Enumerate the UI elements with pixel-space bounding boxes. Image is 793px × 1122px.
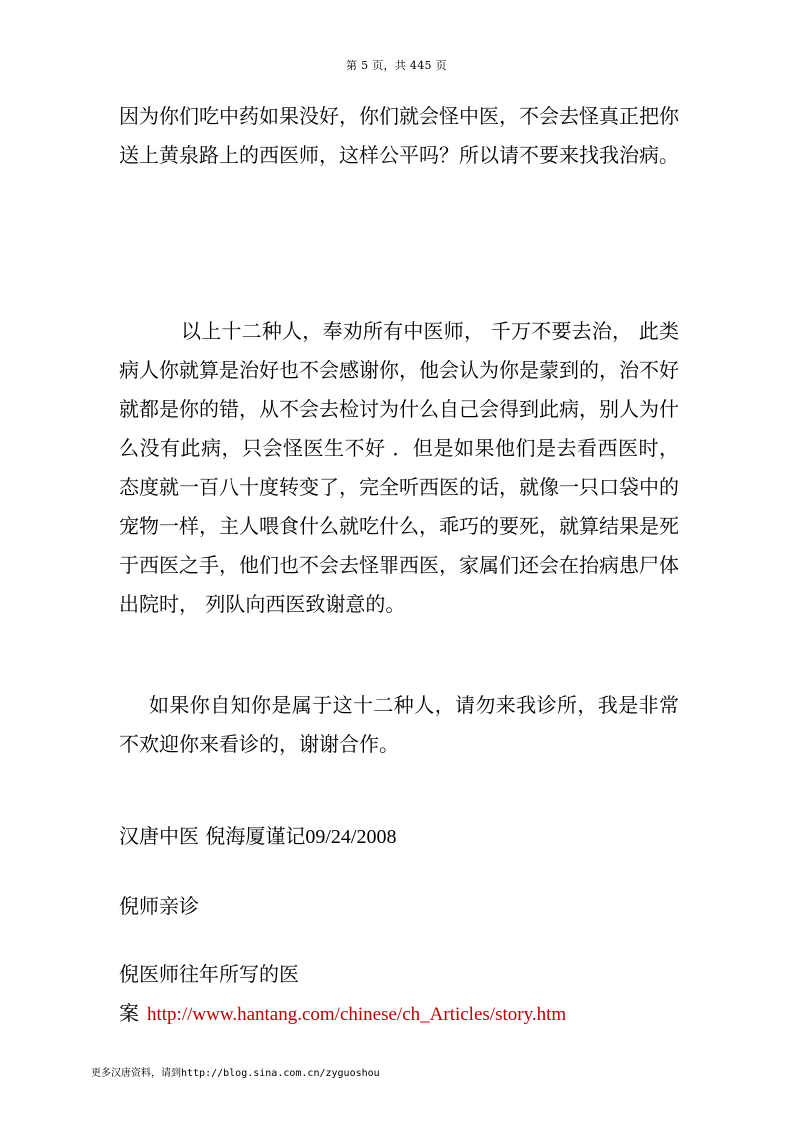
- paragraph-1: 因为你们吃中药如果没好，你们就会怪中医，不会去怪真正把你送上黄泉路上的西医师，这样公平吗？所以请不要来找我治病。: [119, 104, 679, 167]
- page-indicator: 第 5 页，共 445 页: [346, 59, 447, 72]
- cases-link[interactable]: http://www.hantang.com/chinese/ch_Articles/story.htm: [147, 1004, 567, 1025]
- signature-text: 汉唐中医 倪海厦谨记: [119, 824, 306, 848]
- paragraph-3: 如果你自知你是属于这十二种人，请勿来我诊所，我是非常不欢迎你来看诊的，谢谢合作。: [119, 693, 679, 756]
- cases-link-line: [119, 994, 679, 1034]
- signature-date: 09/24/2008: [305, 826, 397, 848]
- footer-note: 更多汉唐资料，请到http://blog.sina.com.cn/zyguoshou: [91, 1068, 380, 1079]
- signature-line: [119, 817, 679, 857]
- consult-line: 倪师亲诊: [119, 894, 199, 918]
- cases-line-continued: 案: [119, 1001, 139, 1025]
- cases-line: 倪医师往年所写的医: [119, 962, 299, 986]
- paragraph-2: 以上十二种人，奉劝所有中医师， 千万不要去治， 此类病人你就算是治好也不会感谢你，他会认为你是蒙到的，治不好就都是你的错，从不会去检讨为什么自己会得到此病，别人为什么没有此病，只会怪医生不好 ．但是如果他们是去看西医时，态度就一百八十度转变了，完全听西医的话，就像一只口袋中的宠物一样，主人喂食什么就吃什么，乖巧的要死，就算结果是死于西医之手，他们也不会去怪罪西医，家属们还会在抬病患尸体出院时， 列队向西医致谢意的。: [119, 319, 679, 616]
